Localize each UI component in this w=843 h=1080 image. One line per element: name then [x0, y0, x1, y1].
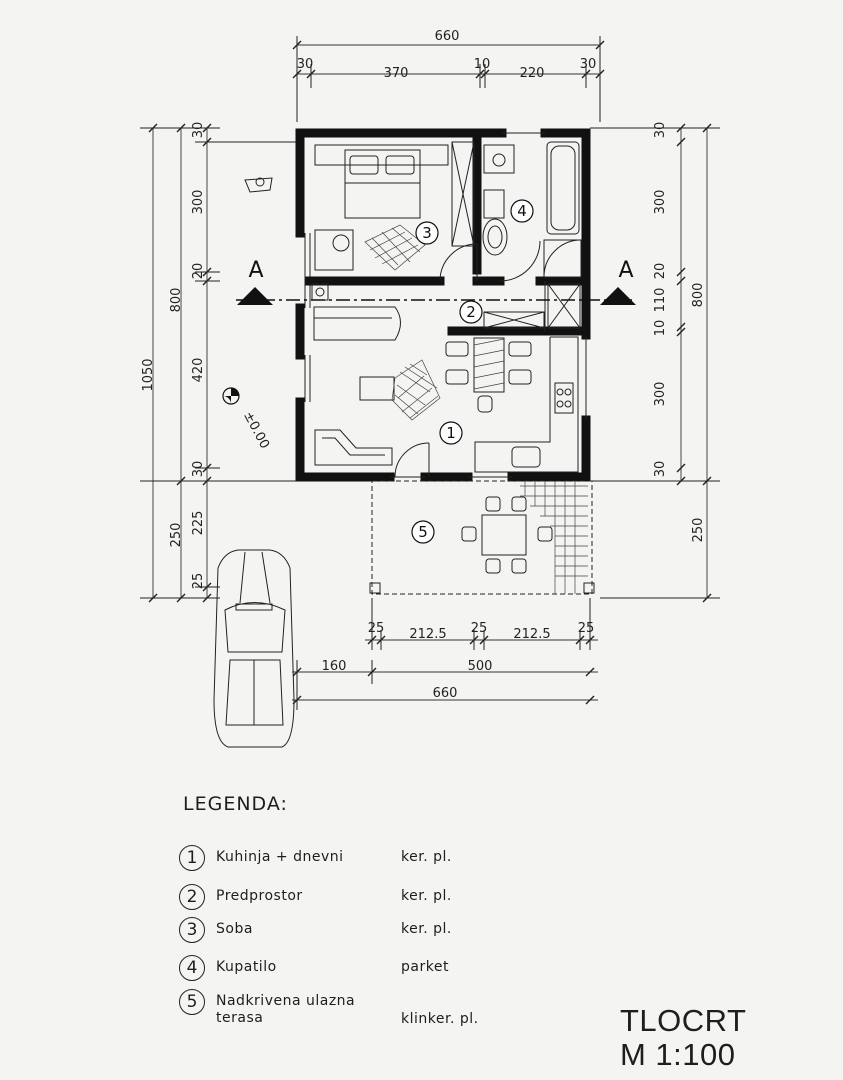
legend-material-4: parket: [401, 959, 449, 975]
room-number-5: 5: [418, 523, 428, 541]
dim-left-seg-5: 30: [191, 460, 206, 478]
legend-item-2: [179, 884, 599, 914]
legend-material-3: ker. pl.: [401, 921, 452, 937]
dim-bottom-inner: 500: [467, 659, 493, 674]
dim-bottom-offset: 160: [321, 659, 347, 674]
dim-right-terrace: 250: [691, 517, 706, 543]
level-label: ±0.00: [240, 409, 273, 452]
dim-top-seg-4: 220: [519, 66, 545, 81]
legend-name-5: Nadkrivena ulazna terasa: [216, 993, 356, 1026]
legend-material-1: ker. pl.: [401, 849, 452, 865]
legend-name-2: Predprostor: [216, 888, 303, 904]
top-dimensions: [293, 29, 604, 122]
dim-left-total: 1050: [141, 358, 156, 392]
dim-top-seg-5: 30: [579, 57, 597, 72]
legend-name-1: Kuhinja + dnevni: [216, 849, 344, 865]
legend-item-3: [179, 917, 599, 947]
section-label-right: A: [618, 258, 634, 283]
legend-item-4: [179, 955, 599, 985]
room-label-3: [416, 222, 438, 244]
dim-bottom-seg-1: 25: [367, 621, 385, 636]
room-number-4: 4: [517, 202, 527, 220]
right-dimensions: [590, 122, 720, 602]
dim-right-seg-4: 110: [653, 287, 668, 313]
room-label-5: [412, 521, 434, 543]
title-block: [620, 1004, 820, 1072]
room-number-2: 2: [466, 303, 476, 321]
dim-top-seg-3: 10: [473, 57, 491, 72]
section-label-left: A: [248, 258, 264, 283]
legend-number-1: 1: [179, 845, 205, 871]
bedroom-furniture: [315, 142, 474, 270]
dim-left-seg-1: 30: [191, 121, 206, 139]
room-number-3: 3: [422, 224, 432, 242]
hallway-fixtures: [312, 284, 580, 328]
scale-figure-icon: [245, 178, 272, 192]
dim-right-seg-1: 30: [653, 121, 668, 139]
dim-bottom-seg-3: 25: [470, 621, 488, 636]
car-outline-icon: [214, 550, 294, 747]
bottom-dimensions: [292, 598, 598, 710]
drawing-scale: M 1:100: [620, 1037, 736, 1072]
legend: [183, 793, 603, 1027]
terrace: [370, 481, 594, 594]
dim-bottom-seg-5: 25: [577, 621, 595, 636]
dim-left-250: 250: [169, 522, 184, 548]
room-label-2: [460, 301, 482, 323]
dim-bottom-seg-4: 212.5: [513, 627, 551, 642]
dim-right-total: 800: [691, 282, 706, 308]
left-dimensions: [140, 122, 300, 602]
dim-bottom-total: 660: [432, 686, 458, 701]
dim-left-seg-4: 420: [191, 357, 206, 383]
room-label-1: [440, 422, 462, 444]
legend-material-5: klinker. pl.: [401, 1011, 479, 1027]
legend-number-4: 4: [179, 955, 205, 981]
level-marker: [223, 388, 272, 451]
dim-top-total: 660: [434, 29, 460, 44]
room-label-4: [511, 200, 533, 222]
legend-item-5: [179, 989, 599, 1027]
dim-left-seg-2: 300: [191, 189, 206, 215]
dim-right-seg-6: 300: [653, 381, 668, 407]
legend-number-5: 5: [179, 989, 205, 1015]
dim-top-seg-2: 370: [383, 66, 409, 81]
room-number-1: 1: [446, 424, 456, 442]
dim-right-seg-2: 300: [653, 189, 668, 215]
dim-left-seg-6: 225: [191, 510, 206, 536]
dim-right-seg-3: 20: [653, 262, 668, 280]
legend-name-3: Soba: [216, 921, 253, 937]
legend-number-3: 3: [179, 917, 205, 943]
dim-top-seg-1: 30: [296, 57, 314, 72]
dim-left-seg-7: 25: [191, 572, 206, 590]
dim-left-800: 800: [169, 287, 184, 313]
legend-name-4: Kupatilo: [216, 959, 277, 975]
legend-number-2: 2: [179, 884, 205, 910]
dim-bottom-seg-2: 212.5: [409, 627, 447, 642]
drawing-title: TLOCRT: [620, 1003, 747, 1038]
dim-left-seg-3: 20: [191, 262, 206, 280]
legend-title: LEGENDA:: [183, 793, 288, 815]
legend-item-1: [179, 845, 599, 875]
dim-right-seg-7: 30: [653, 460, 668, 478]
dim-right-seg-5: 10: [653, 319, 668, 337]
legend-material-2: ker. pl.: [401, 888, 452, 904]
